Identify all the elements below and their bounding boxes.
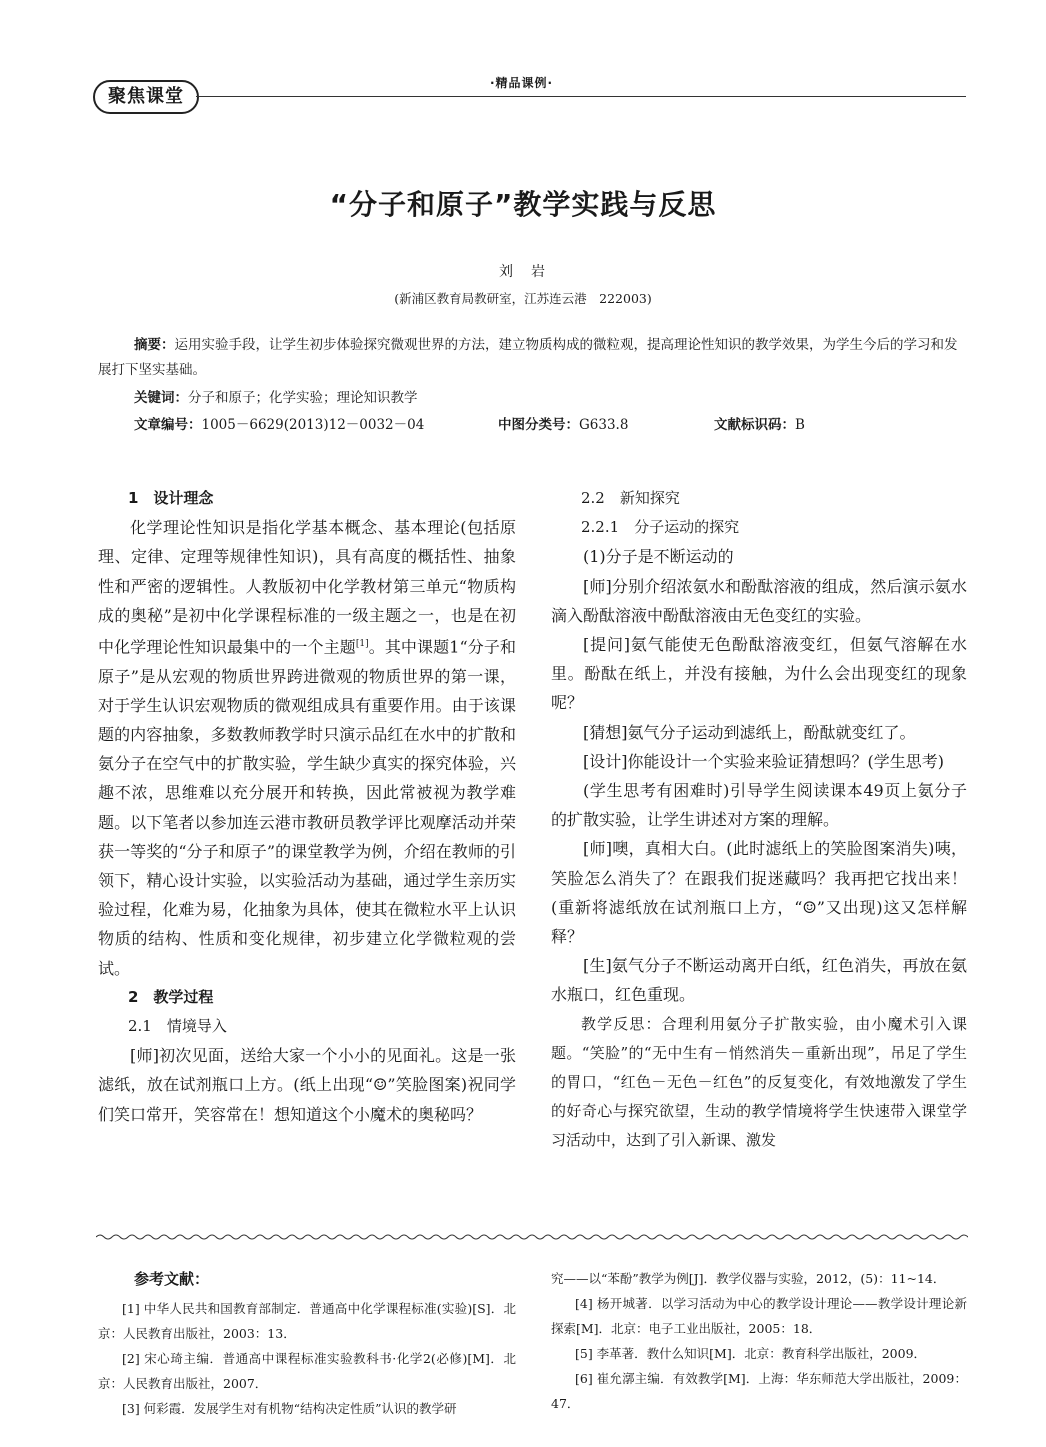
reference-item: [6] 崔允漷主编．有效教学[M]．上海：华东师范大学出版社，2009：47． bbox=[551, 1371, 967, 1411]
references-title: 参考文献： bbox=[134, 1270, 210, 1288]
references-right bbox=[551, 1266, 967, 1416]
clc-value: G633.8 bbox=[579, 417, 629, 433]
reference-item: [5] 李革著．教什么知识[M]．北京：教育科学出版社，2009． bbox=[575, 1346, 927, 1361]
section-2-heading: 2 教学过程 bbox=[128, 987, 214, 1006]
document-code-label: 文献标识码： bbox=[714, 417, 795, 433]
section-2-2-heading: 2.2 新知探究 bbox=[581, 489, 680, 507]
header-rule bbox=[196, 96, 966, 97]
right-column bbox=[551, 484, 967, 1156]
keywords-label: 关键词： bbox=[134, 390, 188, 406]
wavy-divider bbox=[96, 1233, 968, 1241]
item-1: (1)分子是不断运动的 bbox=[583, 547, 734, 567]
author-affiliation: (新浦区教育局教研室，江苏连云港 222003) bbox=[394, 291, 652, 306]
section-2-2-1-heading: 2.2.1 分子运动的探究 bbox=[581, 518, 740, 537]
article-number-value: 1005－6629(2013)12－0032－04 bbox=[201, 417, 425, 433]
teacher-paragraph-2: [师]噢，真相大白。(此时滤纸上的笑脸图案消失)咦，笑脸怎么消失了？在跟我们捉迷藏吗？我再把它找出来！(重新将滤纸放在试剂瓶口上方，“☺”又出现)这又怎样解释？ bbox=[551, 839, 967, 947]
article-title: “分子和原子”教学实践与反思 bbox=[329, 188, 717, 221]
keywords-text: 分子和原子；化学实验；理论知识教学 bbox=[188, 390, 418, 406]
section-1-paragraph bbox=[98, 513, 516, 983]
document-code bbox=[714, 413, 805, 438]
citation-mark: [1] bbox=[355, 639, 369, 650]
abstract bbox=[98, 333, 968, 383]
teacher-paragraph-1: [师]分别介绍浓氨水和酚酞溶液的组成，然后演示氨水滴入酚酞溶液中酚酞溶液由无色变红的实验。 bbox=[551, 576, 967, 625]
guide-paragraph: (学生思考有困难时)引导学生阅读课本49页上氨分子的扩散实验，让学生讲述对方案的理解。 bbox=[551, 781, 967, 830]
reflection-paragraph: 教学反思：合理利用氨分子扩散实验，由小魔术引入课题。“笑脸”的“无中生有－悄然消失－重新出现”，吊足了学生的胃口，“红色－无色－红色”的反复变化，有效地激发了学生的好奇心与探究欲望，生动的教学情境将学生快速带入课堂学习活动中，达到了引入新课、激发 bbox=[551, 1014, 967, 1150]
left-column bbox=[98, 484, 516, 1129]
document-code-value: B bbox=[795, 417, 805, 433]
reference-item: [4] 杨开城著．以学习活动为中心的教学设计理论——教学设计理论新探索[M]．北京：电子工业出版社，2005：18． bbox=[551, 1296, 967, 1336]
abstract-label: 摘要： bbox=[134, 337, 175, 353]
section-2-1-heading: 2.1 情境导入 bbox=[128, 1016, 227, 1035]
reference-item: [2] 宋心琦主编．普通高中课程标准实验教科书·化学2(必修)[M]．北京：人民教育出版社，2007． bbox=[98, 1351, 516, 1391]
reference-item: [1] 中华人民共和国教育部制定．普通高中化学课程标准(实验)[S]．北京：人民教育出版社，2003：13． bbox=[98, 1301, 516, 1341]
abstract-text: 运用实验手段，让学生初步体验探究微观世界的方法，建立物质构成的微粒观，提高理论性知识的教学效果，为学生今后的学习和发展打下坚实基础。 bbox=[98, 337, 958, 378]
series-label: ·精品课例· bbox=[490, 76, 554, 90]
clc-number bbox=[498, 413, 628, 438]
reference-continuation: 究——以“苯酚”教学为例[J]．教学仪器与实验，2012，(5)：11~14． bbox=[551, 1271, 946, 1286]
question-paragraph: [提问]氨气能使无色酚酞溶液变红，但氨气溶解在水里。酚酞在纸上，并没有接触，为什么会出现变红的现象呢？ bbox=[551, 635, 967, 713]
article-number-label: 文章编号： bbox=[134, 417, 202, 433]
section-2-1-paragraph: [师]初次见面，送给大家一个小小的见面礼。这是一张滤纸，放在试剂瓶口上方。(纸上出现“☺”笑脸图案)祝同学们笑口常开，笑容常在！想知道这个小魔术的奥秘吗？ bbox=[98, 1046, 516, 1124]
section-1-text-b: 。其中课题1“分子和原子”是从宏观的物质世界跨进微观的物质世界的第一课，对于学生认识宏观物质的微观组成具有重要作用。由于该课题的内容抽象，多数教师教学时只演示品红在水中的扩散和氨分子在空气中的扩散实验，学生缺少真实的探究体验，兴趣不浓，思维难以充分展开和转换，因此常被视为教学难题。以下笔者以参加连云港市教研员教学评比观摩活动并荣获一等奖的“分子和原子”的课堂教学为例，介绍在教师的引领下，精心设计实验，以实验活动为基础，通过学生亲历实验过程，化难为易，化抽象为具体，使其在微粒水平上认识物质的结构、性质和变化规律，初步建立化学微粒观的尝试。 bbox=[98, 637, 516, 978]
section-1-heading: 1 设计理念 bbox=[128, 489, 214, 507]
guess-paragraph: [猜想]氨气分子运动到滤纸上，酚酞就变红了。 bbox=[583, 722, 916, 742]
clc-label: 中图分类号： bbox=[498, 417, 579, 433]
section-tag: 聚焦课堂 bbox=[93, 80, 199, 114]
author-name: 刘 岩 bbox=[499, 264, 547, 280]
design-paragraph: [设计]你能设计一个实验来验证猜想吗？(学生思考) bbox=[583, 751, 944, 771]
article-meta bbox=[134, 413, 964, 438]
keywords bbox=[134, 386, 1004, 411]
student-paragraph: [生]氨气分子不断运动离开白纸，红色消失，再放在氨水瓶口，红色重现。 bbox=[551, 956, 967, 1005]
references-left bbox=[98, 1296, 516, 1421]
section-1-text-a: 化学理论性知识是指化学基本概念、基本理论(包括原理、定律、定理等规律性知识)，具有高度的概括性、抽象性和严密的逻辑性。人教版初中化学教材第三单元“物质构成的奥秘”是初中化学课程标准的一级主题之一，也是在初中化学理论性知识最集中的一个主题 bbox=[98, 518, 516, 657]
article-number bbox=[134, 413, 424, 438]
reference-item: [3] 何彩霞．发展学生对有机物“结构决定性质”认识的教学研 bbox=[122, 1401, 457, 1416]
